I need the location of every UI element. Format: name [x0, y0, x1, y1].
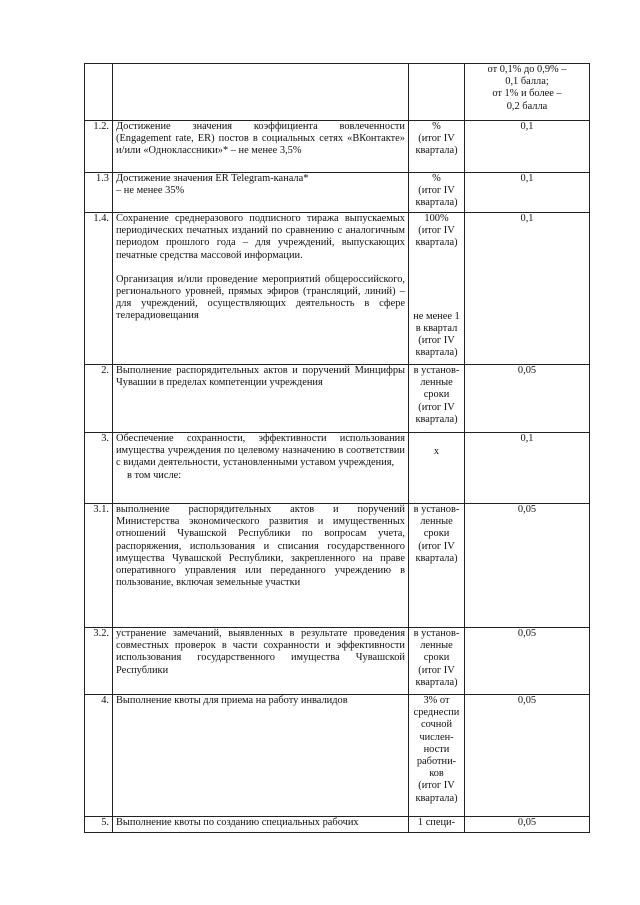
unit-cell [409, 121, 465, 173]
score-line: от 0,1% до 0,9% – [487, 64, 567, 75]
unit-line: 100% [424, 213, 449, 224]
unit-line: в установ- [413, 365, 460, 376]
indicator-paragraph: Организация и/или проведение мероприятий общероссийского, регионального уровней, прямых эфиров (трансляций, линий) – для учреждений, осуществляющих деятельность в сфере телерадиовещания [116, 273, 405, 322]
unit-cell: 1 специ- [409, 817, 465, 833]
score-line: 0,2 балла [506, 100, 548, 112]
unit-line: квартала) [415, 552, 458, 564]
indicator-cell [113, 64, 409, 121]
unit-line: квартала) [415, 347, 458, 359]
unit-line: сроки [423, 389, 450, 401]
indicator-cell: выполнение распорядительных актов и поручений Министерства экономического развития и имущественных отношений Чувашской Республики по вопросам учета, распоряжения, использования и списания государственного имущества Чувашской Республики, закрепленного на праве оперативного управления или переданного учреждению в пользование, включая земельные участки [113, 504, 409, 628]
score-cell: 0,1 [465, 173, 590, 213]
score-cell: 0,1 [465, 433, 590, 504]
indicator-cell: Выполнение квоты для приема на работу инвалидов [113, 695, 409, 817]
unit-cell [409, 695, 465, 817]
unit-cell [409, 173, 465, 213]
row-number: 3. [85, 433, 113, 504]
score-cell: 0,1 [465, 213, 590, 365]
row-number: 1.3 [85, 173, 113, 213]
score-cell: 0,05 [465, 695, 590, 817]
indicator-paragraph: Обеспечение сохранности, эффективности использования имущества учреждения по целевому назначению в соответствии с видами деятельности, установленными уставом учреждения, [116, 433, 405, 469]
indicator-cell [113, 433, 409, 504]
table-row [85, 695, 590, 817]
unit-cell [409, 64, 465, 121]
row-number [85, 64, 113, 121]
unit-line: (итог IV [418, 133, 455, 145]
unit-line: ности [423, 743, 450, 755]
unit-line: не менее 1 [413, 310, 460, 322]
row-number: 4. [85, 695, 113, 817]
indicator-cell: Достижение значения коэффициента вовлеченности (Engagement rate, ER) постов в социальных сетях «ВКонтакте» и/или «Одноклассники»* – не менее 3,5% [113, 121, 409, 173]
unit-line: (итог IV [418, 335, 455, 347]
indicator-paragraph: Сохранение среднеразового подписного тиража выпускаемых периодических печатных изданий по сравнению с аналогичным периодом прошлого года – для учреждений, выпускающих печатные средства массовой информации. [116, 213, 405, 261]
unit-line: числен- [419, 731, 454, 743]
unit-line: квартала) [415, 676, 458, 688]
indicator-line: – не менее 35% [116, 185, 185, 197]
indicator-subheading: в том числе: [127, 469, 182, 481]
unit-line: квартала) [415, 792, 458, 804]
unit-line: 3% от [423, 695, 450, 706]
unit-line: сроки [423, 528, 450, 540]
unit-line: квартала) [415, 197, 458, 209]
unit-cell [409, 365, 465, 433]
unit-cell: х [409, 433, 465, 504]
unit-line: работни- [416, 756, 457, 768]
score-cell: 0,05 [465, 365, 590, 433]
score-cell: 0,05 [465, 504, 590, 628]
table-row [85, 433, 590, 504]
unit-line: % [432, 173, 441, 184]
table-row [85, 817, 590, 833]
score-cell: 0,1 [465, 121, 590, 173]
unit-line: ленные [420, 640, 453, 652]
indicator-cell: Выполнение квоты по созданию специальных рабочих [113, 817, 409, 833]
row-number: 3.1. [85, 504, 113, 628]
indicator-cell [113, 173, 409, 213]
indicator-cell: Выполнение распорядительных актов и поручений Минцифры Чувашии в пределах компетенции учреждения [113, 365, 409, 433]
unit-line: ленные [420, 516, 453, 528]
row-number: 1.4. [85, 213, 113, 365]
unit-cell [409, 504, 465, 628]
score-cell: 0,05 [465, 628, 590, 695]
unit-line: квартала) [415, 145, 458, 157]
unit-line: (итог IV [418, 185, 455, 197]
unit-line: сроки [423, 652, 450, 664]
indicator-cell [113, 213, 409, 365]
row-number: 5. [85, 817, 113, 833]
unit-cell [409, 628, 465, 695]
row-number: 1.2. [85, 121, 113, 173]
score-line: от 1% и более – [492, 88, 562, 100]
unit-line: (итог IV [418, 780, 455, 792]
unit-line: ленные [420, 377, 453, 389]
unit-line: (итог IV [418, 401, 455, 413]
table-row [85, 504, 590, 628]
unit-line: квартала) [415, 237, 458, 249]
score-cell: 0,05 [465, 817, 590, 833]
table-row [85, 213, 590, 365]
criteria-table [84, 63, 590, 833]
table-row [85, 173, 590, 213]
table-row [85, 64, 590, 121]
table-row [85, 121, 590, 173]
unit-line: % [432, 121, 441, 132]
row-number: 2. [85, 365, 113, 433]
score-cell [465, 64, 590, 121]
table-row [85, 365, 590, 433]
unit-line: ков [429, 768, 444, 780]
unit-line: (итог IV [418, 664, 455, 676]
row-number: 3.2. [85, 628, 113, 695]
indicator-cell: устранение замечаний, выявленных в результате проведения совместных проверок в части сохранности и эффективности использования государственного имущества Чувашской Республики [113, 628, 409, 695]
unit-cell [409, 213, 465, 365]
unit-line: (итог IV [418, 225, 455, 237]
score-line: 0,1 балла; [505, 76, 549, 88]
table-row [85, 628, 590, 695]
unit-line: в квартал [415, 322, 458, 334]
indicator-line: Достижение значения ER Telegram-канала* [116, 173, 309, 184]
unit-line: среднеспи [413, 707, 460, 719]
unit-line: (итог IV [418, 540, 455, 552]
unit-line: в установ- [413, 628, 460, 639]
unit-line: в установ- [413, 504, 460, 515]
unit-line: квартала) [415, 413, 458, 425]
unit-line: сочной [420, 719, 453, 731]
